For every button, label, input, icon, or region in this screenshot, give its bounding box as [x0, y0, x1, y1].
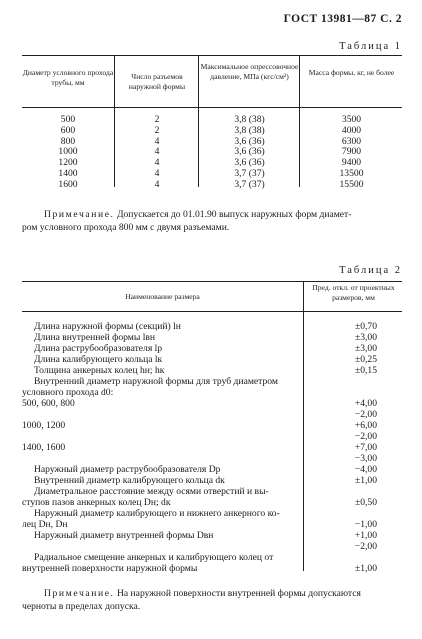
table1-cell-p: 3,7 (37)	[234, 178, 265, 190]
table1-cell-n: 2	[154, 114, 160, 125]
table1-cell-p: 3,6 (36)	[234, 157, 265, 169]
table1-header-splits: Число разъемов наружной формы	[128, 72, 186, 91]
note1-label: Примечание.	[44, 209, 115, 220]
table2-row-value: ±1,00	[354, 563, 377, 574]
table2-row-value: −2,00	[354, 541, 377, 552]
table1-cell-p: 3,8 (38)	[234, 124, 265, 136]
note2-label: Примечание.	[44, 588, 115, 599]
table2-row-name: Диаметральное расстояние между осями отверстий и вы-	[34, 486, 269, 497]
table1-cell-m: 9400	[341, 157, 362, 169]
table1-cell-n: 4	[154, 135, 160, 147]
table2-row-name: Радиальное смещение анкерных и калибрующего колец от	[34, 552, 274, 563]
table2-row-name: лец Dн, Dн	[22, 519, 68, 530]
table2-header-name: Наименование размера	[125, 292, 200, 301]
table1-cell-p: 3,8 (38)	[234, 114, 265, 125]
table1-cell-d: 500	[60, 114, 76, 125]
table2-row-name: условного прохода d0:	[22, 387, 114, 398]
table1-cell-m: 15500	[339, 178, 364, 190]
table2-row-value: ±0,25	[354, 354, 377, 365]
table2-row-value: +4,00	[354, 398, 377, 409]
table2-row-value: +1,00	[354, 530, 377, 541]
table1-cell-d: 600	[60, 124, 76, 136]
table1-cell-m: 4000	[341, 124, 362, 136]
note1-line2: ром условного прохода 800 мм с двумя разъемами.	[22, 222, 230, 233]
table1-cell-n: 4	[154, 146, 160, 158]
table1-cell-m: 13500	[339, 168, 364, 179]
table2-row-name: внутренней поверхности наружной формы	[22, 563, 198, 574]
table2-row-name: Длина калибрующего кольца lк	[34, 354, 163, 365]
table2-row-name: Наружный диаметр раструбообразователя Dр	[34, 464, 221, 475]
table1-header-pressure: Максимальное опрессовочное давление, МПа (кгс/см²)	[200, 62, 299, 81]
table1-cell-d: 800	[60, 135, 76, 147]
table2-row-name: 500, 600, 800	[22, 398, 75, 409]
table2-row-name: Внутренний диаметр калибрующего кольца dк	[34, 475, 225, 486]
table2-row-value: −4,00	[354, 464, 377, 475]
note2	[44, 588, 402, 600]
table2-row-value: −1,00	[354, 519, 377, 530]
table1-cell-m: 3500	[341, 114, 362, 125]
table2-row-value: −3,00	[354, 453, 377, 464]
table1-cell-m: 6300	[341, 135, 362, 147]
table2-row-name: ступов пазов анкерных колец Dн; dк	[22, 497, 171, 508]
table2-row-value: −2,00	[354, 409, 377, 420]
table2-row-value: ±0,50	[354, 497, 377, 508]
table2-row-name: 1000, 1200	[22, 420, 66, 431]
table2-row-value: ±3,00	[354, 343, 377, 354]
table2-row-name: Внутренний диаметр наружной формы для труб диаметром	[34, 376, 278, 387]
table2-row-name: 1400, 1600	[22, 442, 66, 453]
table2-row-name: Наружный диаметр калибрующего и нижнего анкерного ко-	[34, 508, 280, 519]
table1-cell-p: 3,6 (36)	[234, 135, 265, 147]
table1-cell-d: 1200	[58, 157, 78, 169]
note1-line1: Допускается до 01.01.90 выпуск наружных форм диамет-	[114, 209, 352, 220]
table2-row-value: ±0,70	[354, 321, 377, 332]
table2-row-value: ±0,15	[354, 365, 377, 376]
table2-row-value: −2,00	[354, 431, 377, 442]
note1	[44, 209, 402, 221]
note2-line1: На наружной поверхности внутренней формы допускаются	[114, 588, 361, 599]
table2-row-value: +7,00	[354, 442, 377, 453]
table2-row-name: Толщина анкерных колец hн; hк	[34, 365, 165, 376]
table1-cell-d: 1000	[58, 146, 78, 158]
table1-cell-m: 7900	[341, 146, 362, 158]
table1-cell-p: 3,7 (37)	[234, 168, 265, 179]
table2-row-name: Длина наружной формы (секций) lн	[34, 321, 181, 332]
table2-row-value: ±1,00	[354, 475, 377, 486]
table2-caption: Таблица 2	[339, 265, 402, 276]
table2-row-value: +6,00	[354, 420, 377, 431]
table2-row-name: Длина раструбообразователя lр	[34, 343, 163, 354]
table1-header-diameter: Диаметр условного прохода трубы, мм	[22, 68, 114, 87]
table2-header-deviation: Пред. откл. от проектных размеров, мм	[312, 283, 395, 302]
table1-cell-n: 4	[154, 168, 160, 179]
table2-row-name: Длина внутренней формы lвн	[34, 332, 156, 343]
table1-cell-d: 1400	[58, 168, 78, 179]
table1-cell-d: 1600	[58, 178, 78, 190]
table2-row-value: ±3,00	[354, 332, 377, 343]
page-header: ГОСТ 13981—87 С. 2	[283, 13, 402, 25]
note2-line2: черноты в пределах допуска.	[22, 601, 141, 612]
table1-cell-p: 3,6 (36)	[234, 146, 265, 158]
table1-header-mass: Масса формы, кг, не более	[308, 68, 395, 77]
table1-cell-n: 4	[154, 178, 160, 190]
table1-cell-n: 2	[154, 124, 160, 136]
table1-caption: Таблица 1	[339, 41, 402, 52]
table2-row-name: Наружный диаметр внутренней формы Dвн	[34, 530, 214, 541]
table1-cell-n: 4	[154, 157, 160, 169]
